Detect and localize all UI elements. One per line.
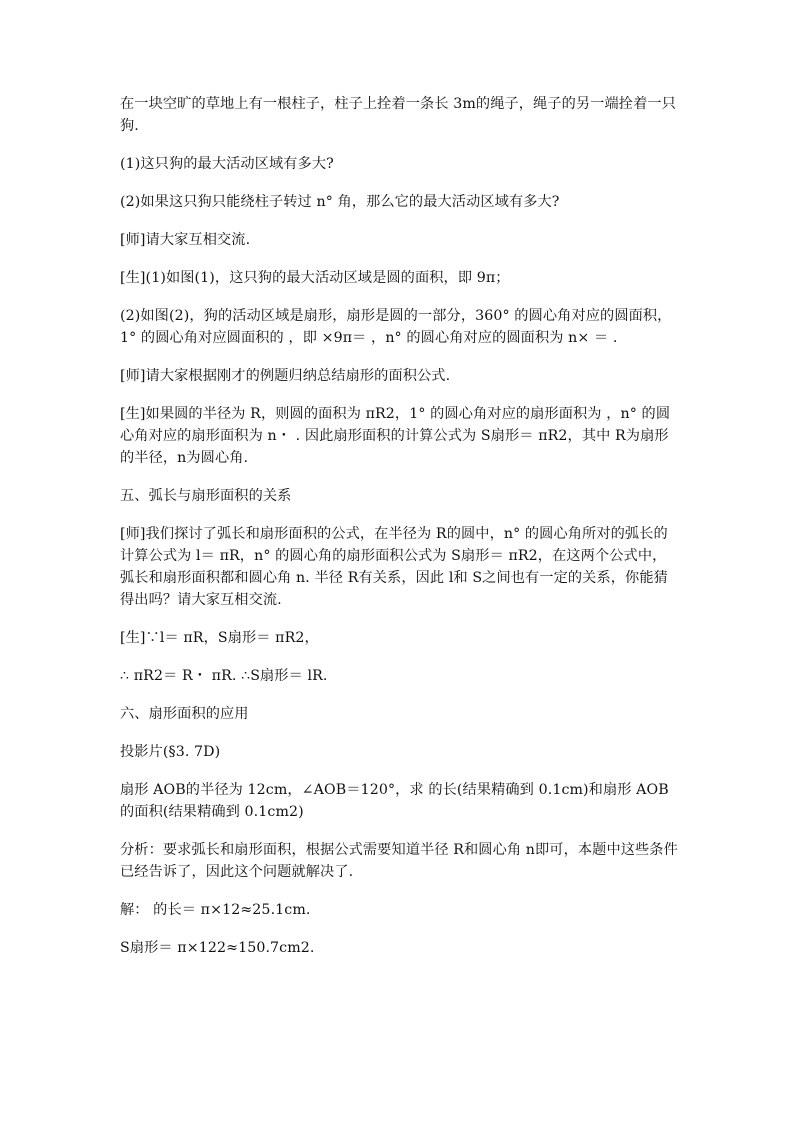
paragraph-student-answer-1: [生](1)如图(1)，这只狗的最大活动区域是圆的面积，即 9π； [120,270,510,286]
paragraph-problem-intro: 在一块空旷的草地上有一根柱子，柱子上拴着一条长 3m的绳子，绳子的另一端拴着一只狗. [120,96,676,134]
paragraph-teacher-discuss: [师]请大家互相交流. [120,232,251,248]
paragraph-question-1: (1)这只狗的最大活动区域有多大? [120,156,334,172]
document-body [120,93,680,975]
paragraph-student-answer-2: (2)如图(2)，狗的活动区域是扇形，扇形是圆的一部分，360° 的圆心角对应的圆面积，1° 的圆心角对应圆面积的 ，即 ×9π＝ ，n° 的圆心角对应的圆面积为 n× ＝ . [120,308,672,346]
paragraph-question-2: (2)如果这只狗只能绕柱子转过 n° 角，那么它的最大活动区域有多大? [120,194,560,210]
paragraph-therefore: ∴ πR2＝ R・ πR. ∴S扇形＝ lR. [120,668,328,684]
paragraph-student-because: [生]∵l＝ πR，S扇形＝ πR2， [120,630,319,646]
section-heading-5: 五、弧长与扇形面积的关系 [120,488,292,504]
paragraph-solution-arc: 解： 的长＝ π×12≈25.1cm. [120,902,311,918]
paragraph-solution-area: S扇形＝ π×122≈150.7cm2. [120,940,315,956]
paragraph-slide-ref: 投影片(§3. 7D) [120,744,221,760]
section-heading-6: 六、扇形面积的应用 [120,706,249,722]
paragraph-teacher-relation: [师]我们探讨了弧长和扇形面积的公式，在半径为 R的圆中，n° 的圆心角所对的弧长的计算公式为 l＝ πR，n° 的圆心角的扇形面积公式为 S扇形＝ πR2，在这两个公式中，弧长和扇形面积都和圆心角 n. 半径 R有关系，因此 l和 S之间也有一定的关系，你能猜得出吗？请大家互相交流. [120,526,668,608]
paragraph-teacher-summarize: [师]请大家根据刚才的例题归纳总结扇形的面积公式. [120,368,451,384]
paragraph-student-formula: [生]如果圆的半径为 R，则圆的面积为 πR2，1° 的圆心角对应的扇形面积为 ，n° 的圆心角对应的扇形面积为 n・ . 因此扇形面积的计算公式为 S扇形＝ πR2，其中 R为扇形的半径，n为圆心角. [120,406,671,466]
paragraph-example: 扇形 AOB的半径为 12cm，∠AOB＝120°，求 的长(结果精确到 0.1cm)和扇形 AOB的面积(结果精确到 0.1cm2) [120,782,669,820]
paragraph-analysis: 分析：要求弧长和扇形面积，根据公式需要知道半径 R和圆心角 n即可，本题中这些条件已经告诉了，因此这个问题就解决了. [120,842,678,880]
